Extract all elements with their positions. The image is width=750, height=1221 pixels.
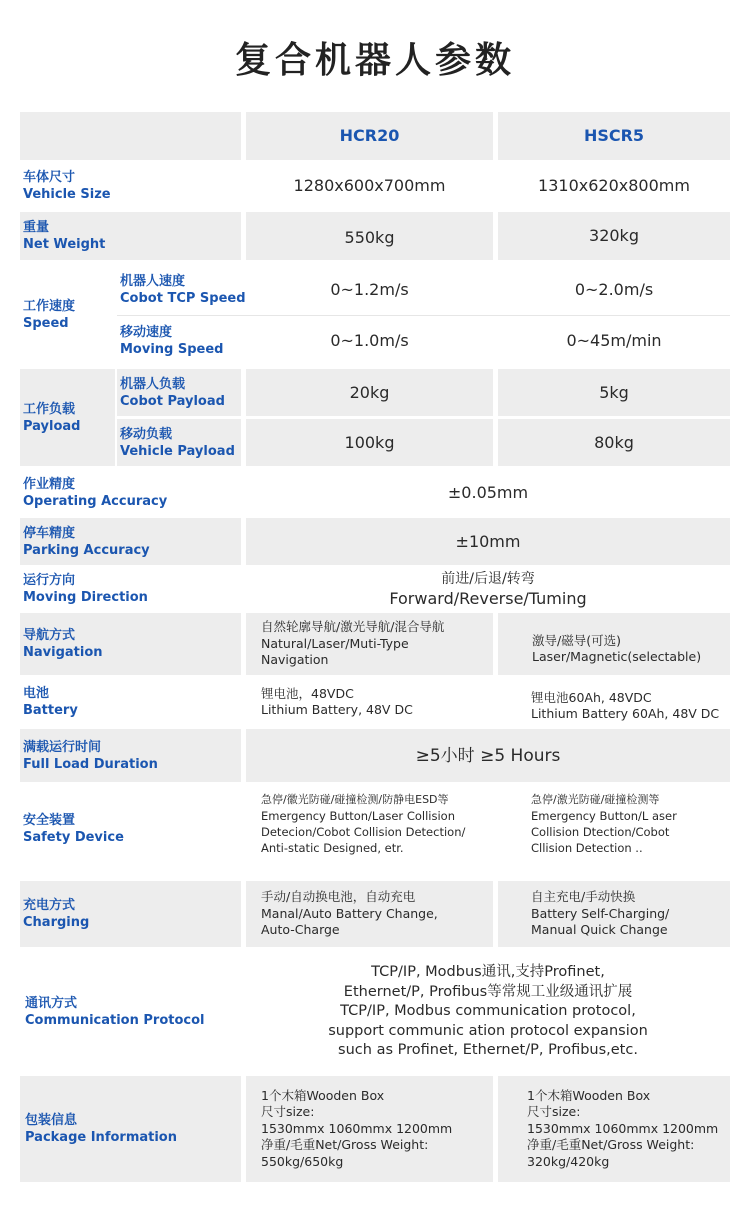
- safety-hcr20-line: Emergency Button/Laser Collision: [261, 809, 455, 823]
- communication-line: such as Profinet, Ethernet/P, Profibus,etc.: [338, 1042, 638, 1059]
- communication-line: TCP/IP, Modbus通讯,支持Profinet,: [371, 964, 605, 981]
- label-moving-direction: [20, 568, 241, 610]
- header-hcr20: HCR20: [246, 112, 493, 160]
- package-hscr5: [498, 1076, 730, 1182]
- full-load-duration-value: ≥5小时 ≥5 Hours: [246, 729, 730, 782]
- label-net-weight-zh: 重量: [23, 220, 50, 235]
- label-vehicle-size: [20, 163, 241, 209]
- package-hcr20-line: 净重/毛重Net/Gross Weight:: [261, 1137, 429, 1153]
- label-payload-en: Payload: [23, 418, 81, 434]
- package-hscr5-line: 1个木箱Wooden Box: [527, 1087, 651, 1103]
- package-hscr5-line: 净重/毛重Net/Gross Weight:: [527, 1137, 695, 1153]
- label-operating-accuracy-zh: 作业精度: [23, 477, 76, 492]
- label-vehicle-payload: [117, 419, 241, 466]
- safety-hscr5-line: Emergency Button/L aser: [531, 809, 677, 823]
- battery-hscr5-line: 锂电池60Ah, 48VDC: [531, 689, 652, 705]
- label-package-information: [20, 1076, 241, 1182]
- cobot-tcp-speed-hscr5: 0~2.0m/s: [498, 265, 730, 314]
- label-safety-device: [20, 786, 241, 872]
- label-parking-accuracy-zh: 停车精度: [23, 525, 76, 541]
- package-hcr20-line: 550kg/650kg: [261, 1153, 344, 1169]
- charging-hscr5-line: 自主充电/手动快换: [531, 889, 636, 905]
- safety-hcr20-line: Detecion/Cobot Collision Detection/: [261, 825, 466, 839]
- label-payload: [20, 369, 115, 466]
- label-moving-speed-zh: 移动速度: [120, 325, 173, 340]
- label-cobot-tcp-speed-zh: 机器人速度: [120, 273, 186, 289]
- safety-hscr5-line: 急停/激光防碰/碰撞检测等: [531, 793, 660, 806]
- label-package-information-zh: 包装信息: [25, 1113, 78, 1128]
- page-title: 复合机器人参数: [234, 40, 515, 81]
- safety-device-hscr5: [498, 786, 730, 872]
- label-charging: [20, 881, 241, 947]
- moving-direction-value: [246, 568, 730, 610]
- charging-hcr20-line: Auto-Charge: [261, 922, 340, 938]
- package-hscr5-line: 320kg/420kg: [527, 1153, 610, 1169]
- operating-accuracy-value: ±0.05mm: [246, 471, 730, 515]
- label-full-load-duration: [20, 729, 241, 782]
- label-vehicle-size-zh: 车体尺寸: [23, 170, 76, 185]
- moving-speed-hscr5: 0~45m/min: [498, 317, 730, 365]
- vehicle-payload-hcr20: 100kg: [246, 419, 493, 466]
- cobot-payload-hcr20: 20kg: [246, 369, 493, 416]
- label-cobot-payload-en: Cobot Payload: [120, 393, 225, 409]
- navigation-hscr5: [498, 613, 730, 675]
- communication-line: TCP/IP, Modbus communication protocol,: [340, 1003, 636, 1020]
- battery-hcr20-line: 锂电池，48VDC: [261, 685, 354, 701]
- safety-hscr5-line: Cllision Detection ..: [531, 841, 643, 855]
- charging-hscr5-line: Battery Self-Charging/: [531, 905, 670, 921]
- label-safety-device-en: Safety Device: [23, 830, 124, 845]
- label-navigation-zh: 导航方式: [23, 628, 76, 643]
- package-hscr5-line: 1530mmx 1060mmx 1200mm: [527, 1120, 719, 1136]
- header-hscr5: HSCR5: [498, 112, 730, 160]
- label-full-load-duration-en: Full Load Duration: [23, 756, 158, 772]
- label-battery-zh: 电池: [23, 686, 50, 701]
- cobot-payload-hscr5: 5kg: [498, 369, 730, 416]
- header-blank-cell: [20, 112, 241, 160]
- label-net-weight: [20, 212, 241, 260]
- communication-line: Ethernet/P, Profibus等常规工业级通讯扩展: [343, 983, 633, 1000]
- package-hscr5-line: 尺寸size:: [527, 1104, 581, 1120]
- moving-direction-en: Forward/Reverse/Tuming: [389, 589, 587, 608]
- label-parking-accuracy-en: Parking Accuracy: [23, 542, 150, 558]
- label-operating-accuracy: [20, 471, 241, 515]
- label-cobot-tcp-speed: [117, 265, 246, 314]
- safety-device-hcr20: [246, 786, 493, 872]
- label-parking-accuracy: [20, 518, 241, 565]
- label-safety-device-zh: 安全装置: [23, 813, 76, 828]
- label-navigation-en: Navigation: [23, 645, 103, 660]
- safety-hscr5-line: Collision Dtection/Cobot: [531, 825, 670, 839]
- label-communication-protocol-en: Communication Protocol: [25, 1013, 205, 1028]
- navigation-hscr5-line: 激导/磁导(可选): [532, 632, 621, 648]
- navigation-hcr20-line: Navigation: [261, 652, 329, 668]
- label-moving-direction-en: Moving Direction: [23, 590, 148, 605]
- navigation-hcr20-line: Natural/Laser/Muti-Type: [261, 635, 409, 651]
- label-payload-zh: 工作负载: [23, 401, 76, 417]
- navigation-hcr20-line: 自然轮廓导航/激光导航/混合导航: [261, 619, 445, 635]
- speed-row-divider: [117, 315, 730, 316]
- navigation-hcr20: [246, 613, 493, 675]
- label-battery: [20, 679, 241, 725]
- battery-hcr20: [246, 679, 493, 725]
- charging-hscr5-line: Manual Quick Change: [531, 922, 668, 938]
- label-cobot-tcp-speed-en: Cobot TCP Speed: [120, 290, 246, 306]
- navigation-hscr5-line: Laser/Magnetic(selectable): [532, 649, 702, 664]
- label-charging-en: Charging: [23, 915, 90, 930]
- vehicle-size-hcr20: 1280x600x700mm: [246, 163, 493, 209]
- package-hcr20-line: 1个木箱Wooden Box: [261, 1087, 385, 1103]
- moving-speed-hcr20: 0~1.0m/s: [246, 317, 493, 365]
- charging-hcr20-line: 手动/自动换电池，自动充电: [261, 889, 416, 905]
- charging-hcr20: [246, 881, 493, 947]
- net-weight-hcr20: 550kg: [246, 212, 493, 260]
- label-cobot-payload-zh: 机器人负载: [120, 376, 186, 392]
- label-vehicle-size-en: Vehicle Size: [23, 187, 111, 202]
- label-package-information-en: Package Information: [25, 1130, 177, 1145]
- label-vehicle-payload-en: Vehicle Payload: [120, 443, 235, 459]
- label-battery-en: Battery: [23, 703, 78, 718]
- label-operating-accuracy-en: Operating Accuracy: [23, 494, 168, 509]
- battery-hscr5: [498, 679, 730, 725]
- parking-accuracy-value: ±10mm: [246, 518, 730, 565]
- label-moving-direction-zh: 运行方向: [23, 573, 76, 588]
- battery-hcr20-line: Lithium Battery, 48V DC: [261, 702, 413, 717]
- label-speed-en: Speed: [23, 316, 69, 331]
- label-vehicle-payload-zh: 移动负载: [120, 426, 173, 442]
- package-hcr20-line: 1530mmx 1060mmx 1200mm: [261, 1120, 453, 1136]
- label-moving-speed: [117, 317, 241, 365]
- package-hcr20-line: 尺寸size:: [261, 1104, 315, 1120]
- communication-protocol-value: [246, 953, 730, 1071]
- charging-hcr20-line: Manal/Auto Battery Change,: [261, 905, 438, 921]
- label-net-weight-en: Net Weight: [23, 237, 106, 252]
- package-hcr20: [246, 1076, 493, 1182]
- label-full-load-duration-zh: 满载运行时间: [23, 739, 102, 755]
- label-speed-zh: 工作速度: [23, 299, 76, 314]
- vehicle-size-hscr5: 1310x620x800mm: [498, 163, 730, 209]
- label-navigation: [20, 613, 241, 675]
- battery-hscr5-line: Lithium Battery 60Ah, 48V DC: [531, 706, 720, 721]
- label-communication-protocol: [20, 953, 241, 1071]
- moving-direction-zh: 前进/后退/转弯: [441, 571, 535, 587]
- charging-hscr5: [498, 881, 730, 947]
- label-charging-zh: 充电方式: [23, 898, 76, 913]
- label-cobot-payload: [117, 369, 241, 416]
- safety-hcr20-line: Anti-static Designed, etr.: [261, 841, 404, 855]
- net-weight-hscr5: 320kg: [498, 212, 730, 260]
- communication-line: support communic ation protocol expansion: [328, 1022, 648, 1039]
- vehicle-payload-hscr5: 80kg: [498, 419, 730, 466]
- cobot-tcp-speed-hcr20: 0~1.2m/s: [246, 265, 493, 314]
- safety-hcr20-line: 急停/徽光防碰/碰撞检测/防静电ESD等: [261, 793, 449, 806]
- label-speed: [20, 265, 115, 365]
- label-moving-speed-en: Moving Speed: [120, 342, 224, 357]
- label-communication-protocol-zh: 通讯方式: [25, 996, 78, 1011]
